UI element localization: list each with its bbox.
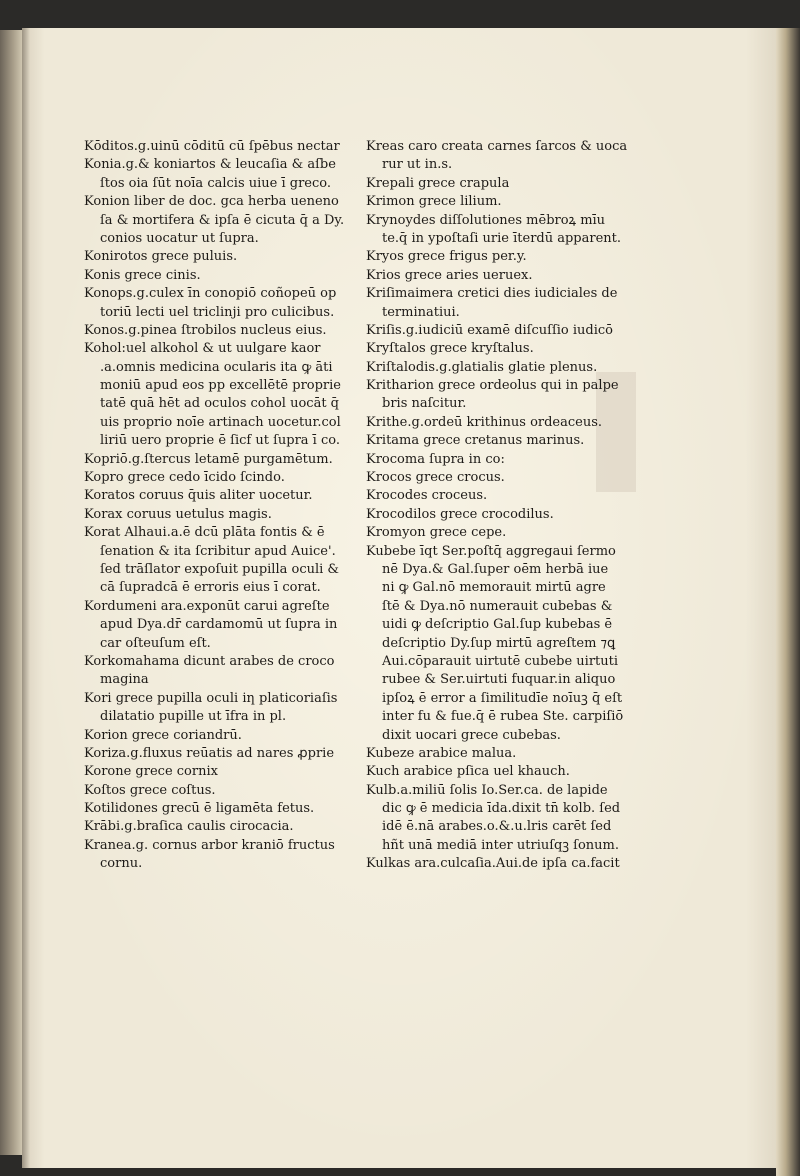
text-line: Kohol:uel alkohol & ut uulgare kaor <box>84 341 321 357</box>
text-line: Korax coruus uetulus magis. <box>84 506 272 522</box>
text-line: Kuch arabice pſica uel khauch. <box>366 764 570 780</box>
text-line: dic ꝙ ē medicia īda.dixit tn̄ kolb. ſed <box>382 801 621 817</box>
text-line: Kriſimaimera cretici dies iudiciales de <box>366 286 618 302</box>
text-line: ni ꝙ Gal.nō memorauit mirtū agre <box>382 580 606 596</box>
text-line: Korone grece cornix <box>84 764 218 780</box>
text-line: cornu. <box>100 856 143 872</box>
text-line: ipſoꝝ ē error a ſimilitudīe noīuꝫ q̄ eſt <box>382 690 623 706</box>
text-line: rur ut in.s. <box>382 157 453 173</box>
text-line: Konops.g.culex īn conopiō coñopeū op <box>84 286 337 302</box>
text-line: Kopro grece cedo īcido ſcindo. <box>84 470 285 486</box>
text-line: Konis grece cinis. <box>84 267 201 283</box>
text-line: Kubeze arabice malua. <box>366 745 517 761</box>
text-line: car oſteuſum eſt. <box>100 635 211 651</box>
gutter-shadow <box>22 28 30 1168</box>
page-fore-edge <box>776 28 800 1176</box>
text-line: conios uocatur ut ſupra. <box>100 230 259 246</box>
text-line: Kriſis.g.iudiciū examē diſcuſſio iudicō <box>366 322 613 338</box>
text-line: dilatatio pupille ut īfra in pl. <box>100 709 287 725</box>
text-line: liriū uero proprie ē ſicf ut ſupra ī co. <box>100 433 340 449</box>
text-line: Koriza.g.fluxus reūatis ad nares ꝓprie <box>84 745 335 761</box>
text-line: Aui.cōparauit uirtutē cubebe uirtuti <box>382 653 619 669</box>
text-line: Kulkas ara.culcaſia.Aui.de ipſa ca.facit <box>366 856 620 872</box>
text-line: Kriſtalodis.g.glatialis glatie plenus. <box>366 359 598 375</box>
text-line: moniū apud eos pp excellētē proprie <box>100 378 341 394</box>
text-line: Koratos coruus q̄uis aliter uocetur. <box>84 488 313 504</box>
text-line: Konion liber de doc. gca herba ueneno <box>84 194 339 210</box>
text-line: rubee & Ser.uirtuti fuquar.in aliquo <box>382 672 616 688</box>
text-line: Kromyon grece cepe. <box>366 525 507 541</box>
text-line: Kori grece pupilla oculi iƞ platicoriaſis <box>84 690 338 706</box>
text-line: Kubebe īqt Ser.poſtq̄ aggregaui ſermo <box>366 543 616 559</box>
text-line: inter fu & fue.q̄ ē rubea Ste. carpiſiō <box>382 709 624 725</box>
text-line: Kreas caro creata carnes ſarcos & uoca <box>366 139 628 154</box>
text-line: ſa & mortifera & ipſa ē cicuta q̄ a Dy. <box>100 212 345 228</box>
text-line: uis proprio noīe artinach uocetur.col <box>100 414 341 430</box>
text-line: dixit uocari grece cubebas. <box>382 727 561 743</box>
text-line: Kritharion grece ordeolus qui in palpe <box>366 378 619 394</box>
text-line: Kopriō.g.ſtercus letamē purgamētum. <box>84 451 333 467</box>
text-line: nē Dya.& Gal.ſuper oēm herbā iue <box>382 561 609 577</box>
text-line: Kotilidones grecū ē ligamēta fetus. <box>84 801 315 817</box>
facing-page-edge <box>0 30 22 1155</box>
text-line: Krocodes croceus. <box>366 488 488 504</box>
text-line: Krios grece aries ueruex. <box>366 267 533 283</box>
text-line: terminatiui. <box>382 304 460 320</box>
text-line: tatē quā hēt ad oculos cohol uocāt q̄ <box>100 396 340 412</box>
text-line: Kordumeni ara.exponūt carui agreſte <box>84 598 330 614</box>
text-line: cā ſupradcā ē erroris eius ī corat. <box>100 580 321 596</box>
text-line: Krocos grece crocus. <box>366 470 505 486</box>
text-line: Kryſtalos grece kryſtalus. <box>366 341 534 357</box>
text-line: Kryos grece frigus per.y. <box>366 249 527 265</box>
text-line: Kōditos.g.uinū cōditū cū ſpēbus nectar <box>84 139 340 154</box>
right-text-column <box>366 138 628 874</box>
text-line: Krābi.g.braſica caulis cirocacia. <box>84 819 294 835</box>
text-line: Kranea.g. cornus arbor kraniō fructus <box>84 837 335 853</box>
text-line: Konos.g.pinea ſtrobilos nucleus eius. <box>84 322 327 338</box>
text-line: hñt unā mediā inter utriuſqꝫ ſonum. <box>382 837 619 853</box>
text-line: bris naſcitur. <box>382 396 467 412</box>
text-line: apud Dya.dr̄ cardamomū ut ſupra in <box>100 617 338 633</box>
text-line: Krimon grece lilium. <box>366 194 502 210</box>
text-line: Konirotos grece puluis. <box>84 249 238 265</box>
text-line: Koſtos grece coſtus. <box>84 782 216 798</box>
text-line: uidi ꝙ deſcriptio Gal.ſup kubebas ē <box>382 617 613 633</box>
text-line: idē ē.nā arabes.o.&.u.lris carēt ſed <box>382 819 612 835</box>
text-line: Kulb.a.miliū ſolis Io.Ser.ca. de lapide <box>366 782 608 798</box>
text-line: ſed trāſlator expoſuit pupilla oculi & <box>100 561 340 577</box>
text-line: Krithe.g.ordeū krithinus ordeaceus. <box>366 414 603 430</box>
text-line: .a.omnis medicina ocularis ita ꝙ āti <box>100 359 333 375</box>
text-line: ſenation & ita ſcribitur apud Auice'. <box>100 543 336 559</box>
text-line: toriū lecti uel triclinji pro culicibus. <box>100 304 335 320</box>
text-line: te.q̄ in ypoſtaſi urie īterdū apparent. <box>382 230 622 246</box>
text-line: deſcriptio Dy.ſup mirtū agreſtem ⁊ꝗ <box>382 635 616 651</box>
left-text-column <box>84 138 356 874</box>
text-line: Krocodilos grece crocodilus. <box>366 506 554 522</box>
text-line: Korion grece coriandrū. <box>84 727 242 743</box>
text-line: Korat Alhaui.a.ē dcū plāta fontis & ē <box>84 525 325 541</box>
text-line: ſtē & Dya.nō numerauit cubebas & <box>382 598 613 614</box>
text-line: Krynoydes diſſolutiones mēbroꝝ mīu <box>366 212 606 228</box>
text-line: ſtos oia ſūt noīa calcis uiue ī greco. <box>100 175 332 191</box>
text-line: Kritama grece cretanus marinus. <box>366 433 585 449</box>
text-line: Krocoma ſupra in co: <box>366 451 505 467</box>
text-line: Krepali grece crapula <box>366 175 510 191</box>
text-line: Konia.g.& koniartos & leucaſia & aſbe <box>84 157 336 173</box>
text-line: Korkomahama dicunt arabes de croco <box>84 653 335 669</box>
text-line: magina <box>100 672 149 688</box>
